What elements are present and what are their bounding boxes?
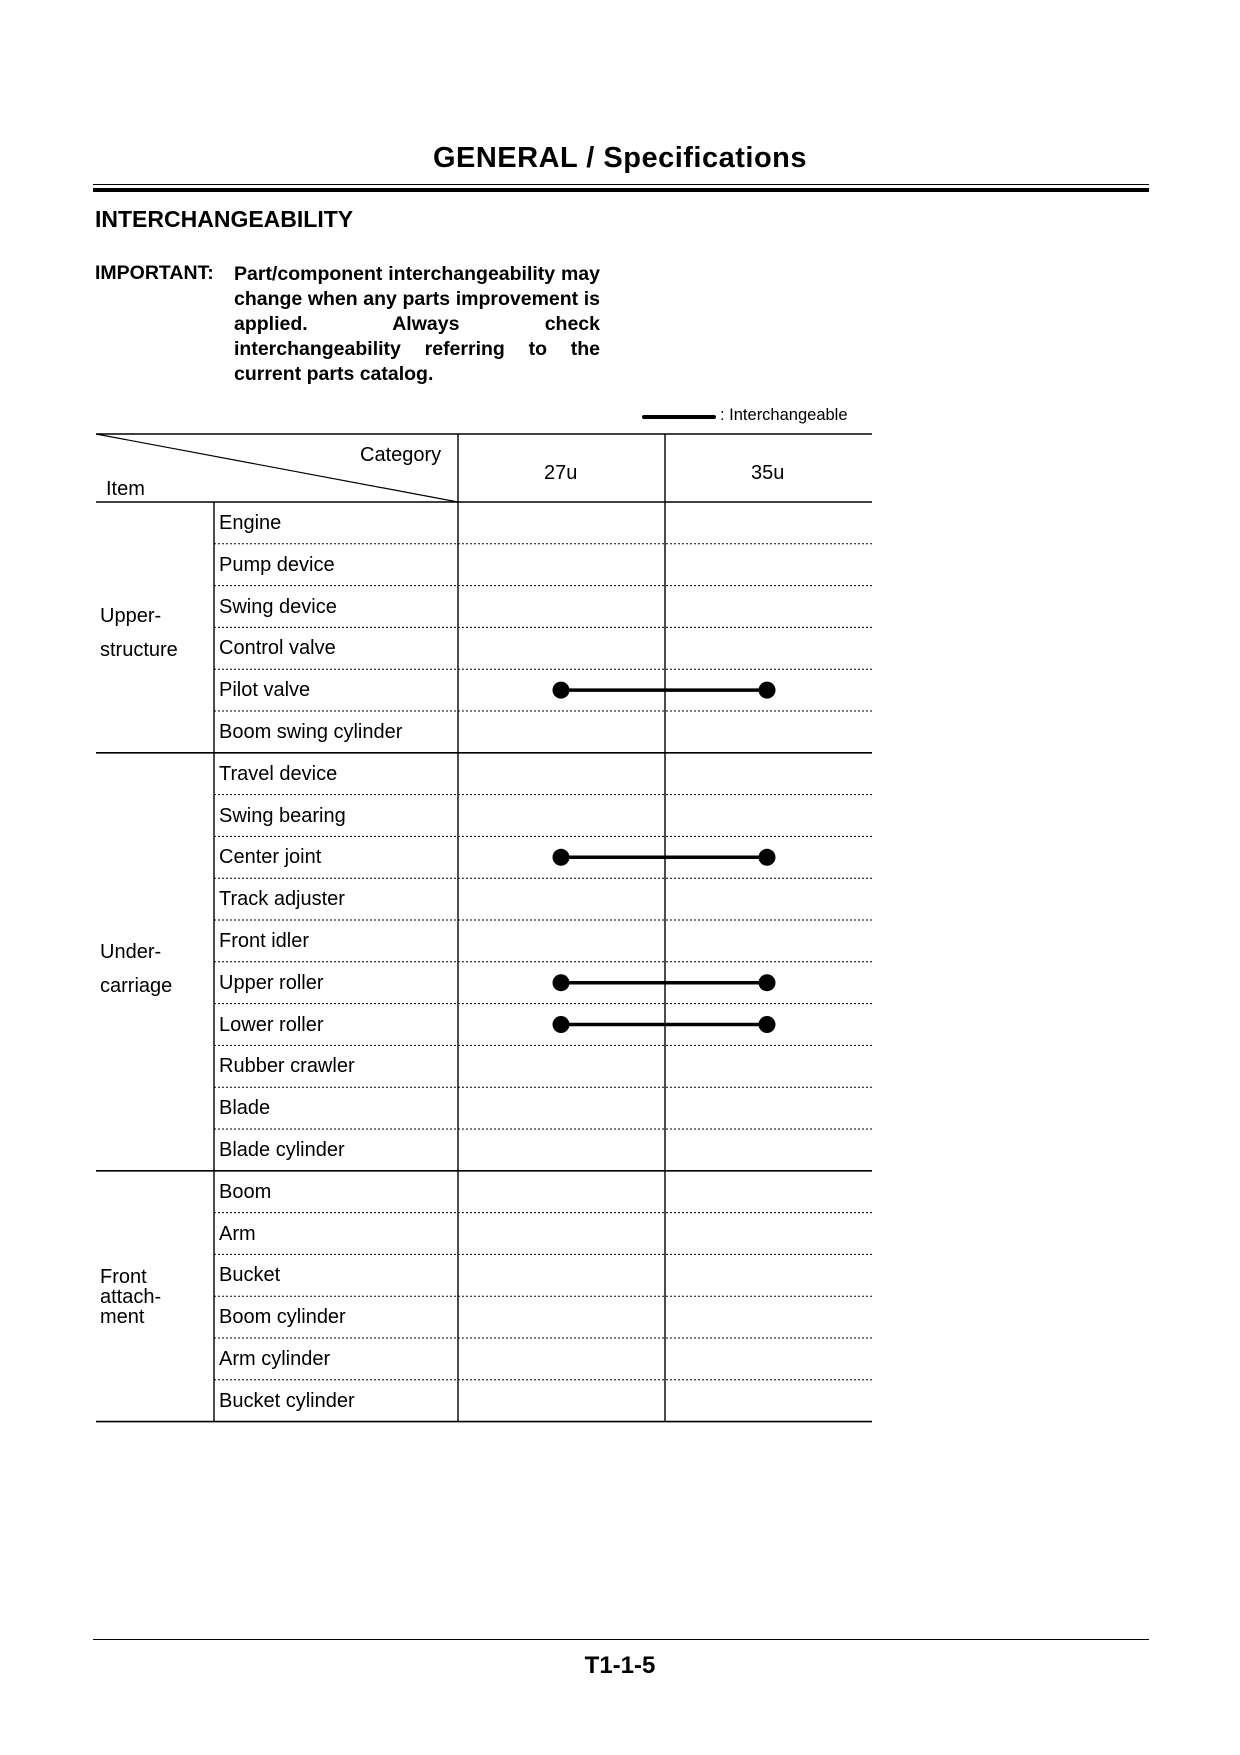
interchangeable-dot <box>553 1016 570 1033</box>
header-35u: 35u <box>751 462 785 484</box>
item-label: Boom <box>219 1180 272 1203</box>
important-label: IMPORTANT: <box>95 262 214 284</box>
important-note: Part/component interchangeability may change when any parts improvement is applied. Always check interchangeability referring to the current parts catalog. <box>234 263 600 385</box>
page-number: T1-1-5 <box>584 1652 656 1679</box>
group-undercarriage-line2: carriage <box>100 975 173 997</box>
interchangeable-dot <box>553 682 570 699</box>
item-label: Boom cylinder <box>219 1306 346 1329</box>
group-front-attachment-line2: attach- <box>100 1286 162 1308</box>
header-27u: 27u <box>544 462 578 484</box>
footer-rule <box>93 1639 1149 1640</box>
interchangeable-dot <box>553 974 570 991</box>
item-label: Pump device <box>219 553 335 576</box>
item-label: Pilot valve <box>219 679 311 702</box>
group-front-attachment-line3: ment <box>100 1306 145 1328</box>
header-item: Item <box>106 478 145 500</box>
item-label: Lower roller <box>219 1013 324 1036</box>
item-label: Swing bearing <box>219 804 346 827</box>
item-label: Front idler <box>219 930 310 952</box>
interchangeable-dot <box>759 1016 776 1033</box>
group-front-attachment-line1: Front <box>100 1266 147 1288</box>
item-label: Swing device <box>219 595 337 618</box>
item-label: Upper roller <box>219 971 324 994</box>
page-title: GENERAL / Specifications <box>432 142 808 174</box>
legend-label: : Interchangeable <box>720 406 848 424</box>
item-label: Center joint <box>219 846 322 869</box>
item-label: Bucket <box>219 1264 281 1287</box>
item-label: Engine <box>219 512 282 534</box>
item-label: Blade cylinder <box>219 1139 345 1161</box>
item-label: Rubber crawler <box>219 1055 355 1078</box>
group-undercarriage-line1: Under- <box>100 941 162 963</box>
item-label: Control valve <box>219 637 336 660</box>
section-heading: INTERCHANGEABILITY <box>95 206 354 232</box>
item-label: Arm cylinder <box>219 1348 331 1370</box>
item-label: Bucket cylinder <box>219 1389 355 1412</box>
group-upperstructure-line1: Upper- <box>100 605 162 627</box>
item-label: Track adjuster <box>219 888 345 911</box>
item-label: Travel device <box>219 762 338 785</box>
item-label: Blade <box>219 1097 271 1120</box>
header-category: Category <box>360 444 442 466</box>
interchangeable-dot <box>759 682 776 699</box>
interchangeable-dot <box>759 849 776 866</box>
interchangeable-dot <box>759 974 776 991</box>
group-upperstructure-line2: structure <box>100 639 178 661</box>
interchangeable-dot <box>553 849 570 866</box>
item-label: Arm <box>219 1222 256 1245</box>
item-label: Boom swing cylinder <box>219 721 403 743</box>
